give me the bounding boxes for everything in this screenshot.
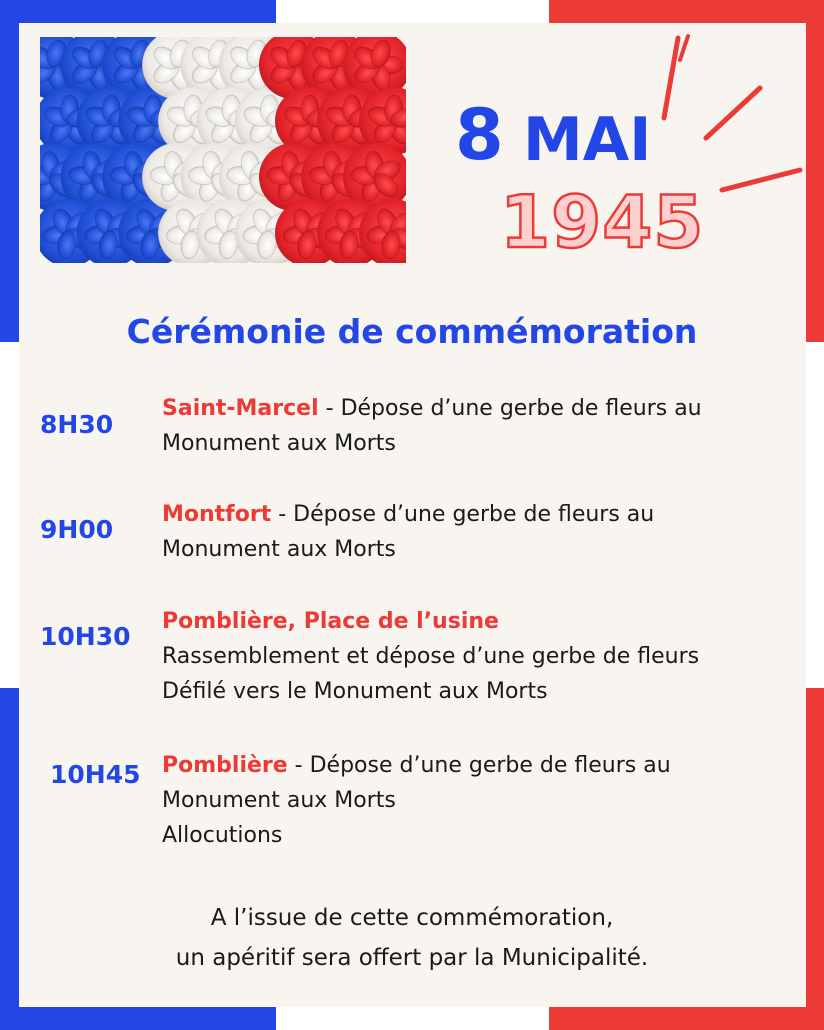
french-flower-flag-icon (40, 37, 406, 263)
schedule-line: Monument aux Morts (162, 788, 396, 813)
schedule-description (162, 748, 671, 853)
footer-line: A l’issue de cette commémoration, (210, 905, 614, 931)
schedule-line: Monument aux Morts (162, 537, 396, 562)
schedule-line: Défilé vers le Monument aux Morts (162, 679, 548, 704)
schedule-line: Rassemblement et dépose d’une gerbe de fleurs (162, 644, 700, 669)
schedule-line: Monument aux Morts (162, 431, 396, 456)
footer-line: un apéritif sera offert par la Municipalité. (175, 945, 649, 971)
ceremony-title: Cérémonie de commémoration (126, 312, 698, 351)
date-day: 8 (455, 94, 502, 176)
schedule-time: 8H30 (40, 410, 114, 439)
schedule-time: 10H30 (40, 622, 131, 651)
schedule-place: Montfort (162, 502, 272, 527)
schedule-place: Pomblière, Place de l’usine (162, 609, 499, 634)
celebration-sparks-icon (640, 30, 810, 210)
schedule-description (162, 497, 654, 567)
schedule-place: Pomblière (162, 753, 288, 778)
date-month: MAI (523, 105, 652, 175)
schedule-place: Saint-Marcel (162, 396, 319, 421)
footer-note (0, 898, 824, 978)
schedule-time: 10H45 (50, 760, 141, 789)
date-year: 1945 (500, 180, 705, 264)
schedule-text: - Dépose d’une gerbe de fleurs au (287, 753, 671, 778)
schedule-time: 9H00 (40, 515, 114, 544)
schedule-description (162, 604, 699, 709)
schedule-line: Allocutions (162, 823, 283, 848)
schedule-text: - Dépose d’une gerbe de fleurs au (271, 502, 655, 527)
schedule-description (162, 391, 702, 461)
schedule-text: - Dépose d’une gerbe de fleurs au (318, 396, 702, 421)
